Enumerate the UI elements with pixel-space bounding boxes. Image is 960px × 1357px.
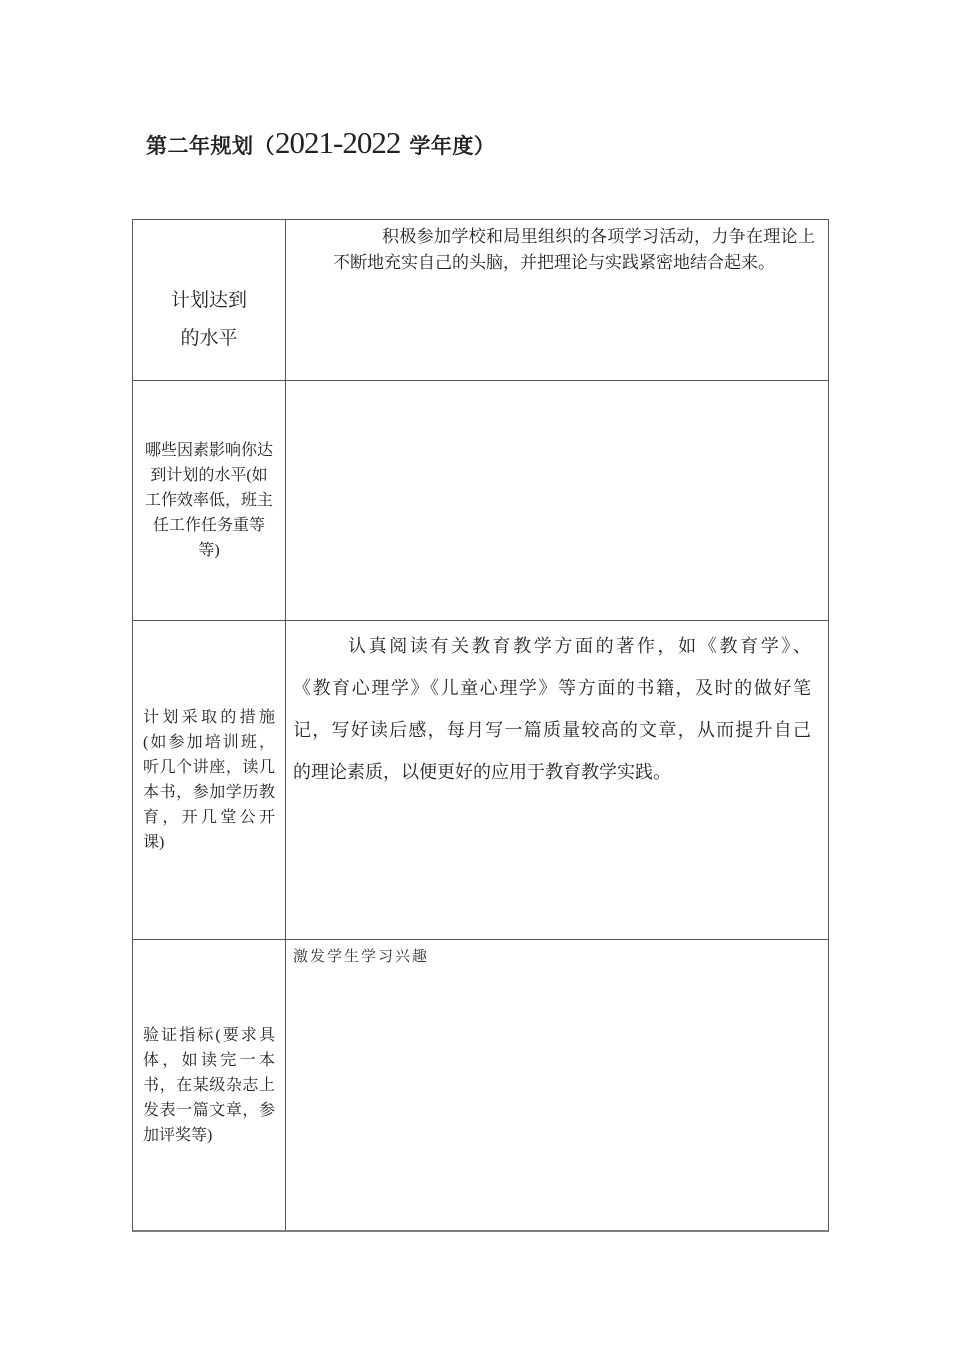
- planned-level-paragraph: 积极参加学校和局里组织的各项学习活动，力争在理论上 不断地充实自己的头脑，并把理论与实践紧密地结合起来。: [333, 227, 815, 272]
- cell-verification-indicators-content: [286, 940, 828, 1230]
- title-text-before: 第二年规划（: [146, 134, 275, 158]
- title-year-range: 2021-2022: [275, 125, 401, 160]
- row-label-verification-indicators: 验证指标(要求具 体，如读完一本 书，在某级杂志上 发表一篇文章，参 加评奖等): [133, 940, 286, 1230]
- row-label-influencing-factors: 哪些因素影响你达 到计划的水平(如 工作效率低，班主 任工作任务重等 等): [133, 381, 286, 621]
- cell-planned-level-content: [286, 220, 828, 381]
- cell-planned-measures-content: [286, 621, 828, 940]
- row-label-planned-measures: 计划采取的措施 (如参加培训班， 听几个讲座，读几 本书，参加学历教 育，开几堂公开 课): [133, 621, 286, 940]
- plan-table: [132, 219, 829, 1232]
- verification-indicators-text: 激发学生学习兴趣: [293, 949, 430, 965]
- title-text-after: 学年度）: [409, 134, 496, 158]
- row-label-planned-level: 计划达到 的水平: [133, 220, 286, 381]
- planned-measures-paragraph: 认真阅读有关教育教学方面的著作，如《教育学》、 《教育心理学》《儿童心理学》等方面的书籍，及时的做好笔 记，写好读后感，每月写一篇质量较高的文章，从而提升自己 的理论素质，以便更好的应用于教育教学实践。: [293, 636, 811, 782]
- cell-influencing-factors-content: [286, 381, 828, 621]
- page-title: [146, 121, 495, 165]
